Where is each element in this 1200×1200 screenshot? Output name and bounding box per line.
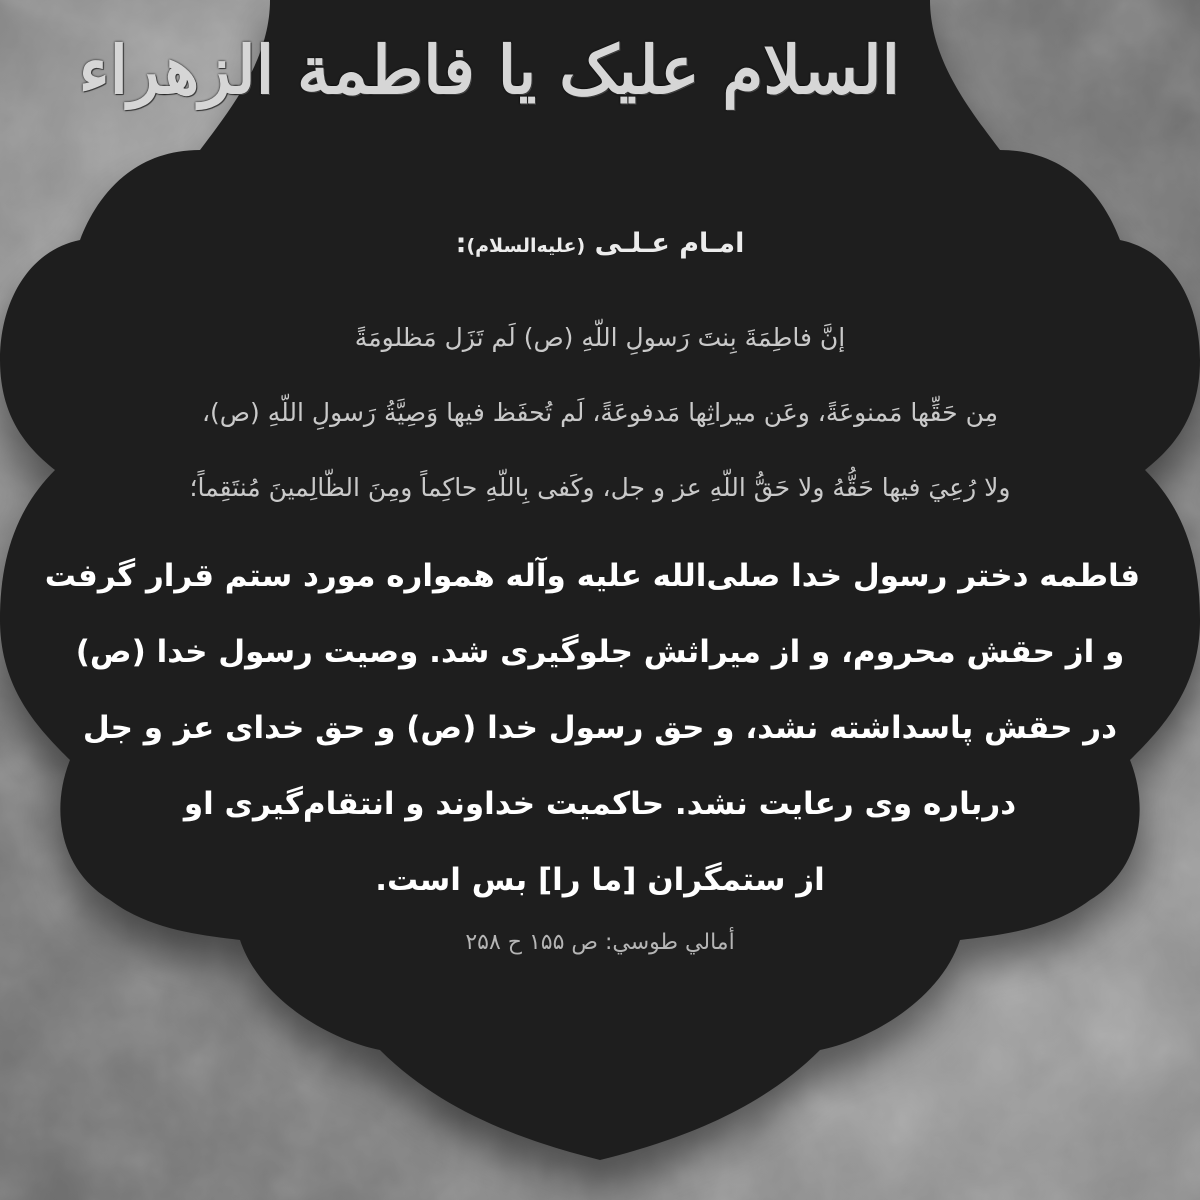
arabic-hadith — [60, 300, 1140, 525]
persian-line: از ستمگران [ما را] بس است. — [375, 862, 825, 898]
persian-translation — [44, 538, 1140, 918]
header-calligraphy — [78, 0, 900, 175]
speaker-honorific: (علیه‌السلام) — [466, 235, 586, 257]
speaker-heading — [60, 228, 1140, 259]
source-citation: أمالي طوسي: ص ۱۵۵ ح ۲۵۸ — [465, 930, 735, 955]
arabic-line: إنَّ فاطِمَةَ بِنتَ رَسولِ اللّهِ (ص) لَم تَزَل مَظلومَةً — [354, 323, 846, 352]
persian-line: فاطمه دختر رسول خدا صلی‌الله علیه وآله همواره مورد ستم قرار گرفت — [44, 558, 1140, 594]
arabic-line: ولا رُعِيَ فيها حَقُّهُ ولا حَقُّ اللّهِ عز و جل، وكَفى بِاللّهِ حاكِماً ومِنَ الظّالِمينَ مُنتَقِماً؛ — [189, 473, 1011, 502]
speaker-suffix: : — [455, 228, 467, 259]
arabic-line: مِن حَقِّها مَمنوعَةً، وعَن ميراثِها مَدفوعَةً، لَم تُحفَظ فيها وَصِيَّةُ رَسولِ اللّهِ (ص)، — [201, 398, 999, 427]
calligraphy-text: السلام علیک یا فاطمة الزهراء — [78, 31, 900, 109]
persian-line: در حقش پاسداشته نشد، و حق رسول خدا (ص) و حق خدای عز و جل — [82, 710, 1118, 746]
persian-line: و از حقش محروم، و از میراثش جلوگیری شد. وصیت رسول خدا (ص) — [75, 634, 1125, 670]
persian-line: درباره وی رعایت نشد. حاکمیت خداوند و انتقام‌گیری او — [183, 786, 1017, 822]
speaker-name: امـام عـلـی — [594, 228, 745, 259]
